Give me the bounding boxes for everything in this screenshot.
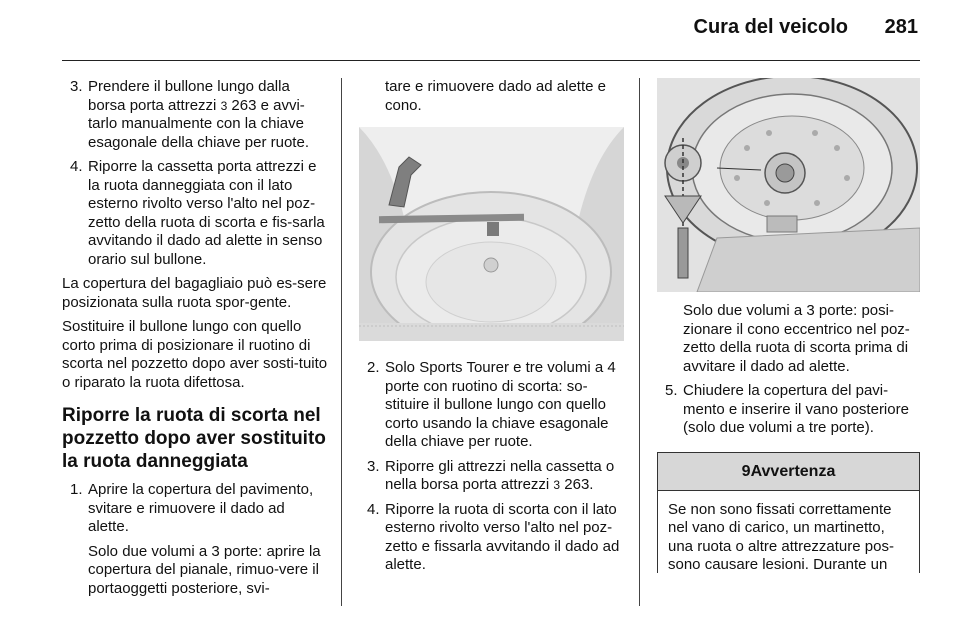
list-item: 5. Chiudere la copertura del pavi-mento e inserire il vano posteriore (solo due volumi a tre porte). xyxy=(665,382,909,436)
steps-list-a xyxy=(62,78,328,269)
spare-wheel-cone-illustration xyxy=(657,78,920,292)
page-header xyxy=(0,0,960,60)
steps-list-b xyxy=(62,481,328,537)
column-2 xyxy=(359,78,624,581)
column-3 xyxy=(657,78,920,573)
wheel-and-cone-drawing xyxy=(657,78,920,292)
list-item: 1. Aprire la copertura del pavimento, svitare e rimuovere il dado ad alette. xyxy=(70,481,314,535)
indented-paragraph: Solo due volumi a 3 porte: posi-zionare il cono eccentrico nel poz-zetto della ruota di scorta prima di avvitare il dado ad alette. xyxy=(683,302,910,375)
list-item: 3. Prendere il bullone lungo dalla borsa porta attrezzi 3 263 e avvi-tarlo manualmente con la chiave esagonale della chiave per ruote. xyxy=(70,78,309,151)
page-ref-icon: 3 xyxy=(553,478,561,492)
list-item: 4. Riporre la cassetta porta attrezzi e la ruota danneggiata con il lato esterno rivolto verso l'alto nel poz-zetto della ruota di scorta e fis-sarla avvitando il dado ad alette in senso orario sul bullone. xyxy=(70,158,325,268)
list-item: 4. Riporre la ruota di scorta con il lato esterno rivolto verso l'alto nel poz-zetto e fissarla avvitando il dado ad alette. xyxy=(367,500,620,573)
paragraph: Sostituire il bullone lungo con quello corto prima di posizionare il ruotino di scorta nel pozzetto dopo aver sosti-tuito o riparato la ruota difettosa. xyxy=(62,318,328,391)
steps-list-c xyxy=(359,359,624,575)
spare-wheel-well-drawing xyxy=(359,127,624,341)
warning-title: 9Avvertenza xyxy=(658,453,919,491)
warning-box xyxy=(657,452,920,573)
page-ref-icon: 3 xyxy=(220,98,228,113)
steps-list-d xyxy=(657,382,920,438)
column-divider-2 xyxy=(639,78,640,606)
spare-wheel-well-illustration xyxy=(359,127,624,341)
paragraph: La copertura del bagagliaio può es-sere posizionata sulla ruota spor-gente. xyxy=(62,275,327,311)
continued-text: tare e rimuovere dado ad alette e cono. xyxy=(385,78,606,114)
page-number: 281 xyxy=(884,16,918,38)
warning-icon: 9 xyxy=(741,462,751,480)
section-heading: Riporre la ruota di scorta nel pozzetto dopo aver sostituito la ruota danneggiata xyxy=(62,405,326,472)
indented-paragraph: Solo due volumi a 3 porte: aprire la copertura del pianale, rimuo-vere il portaoggetti posteriore, svi- xyxy=(88,542,321,597)
column-divider-1 xyxy=(341,78,342,606)
list-item: 2. Solo Sports Tourer e tre volumi a 4 porte con ruotino di scorta: so-stituire il bullone lungo con quello corto usando la chiave esagonale della chiave per ruote. xyxy=(367,359,616,450)
column-1 xyxy=(62,78,328,604)
section-title: Cura del veicolo xyxy=(693,16,848,38)
list-item: 3. Riporre gli attrezzi nella cassetta o nella borsa porta attrezzi 3 263. xyxy=(367,457,615,493)
warning-body: Se non sono fissati correttamente nel vano di carico, un martinetto, una ruota o altre attrezzature pos-sono causare lesioni. Durante un xyxy=(668,500,894,573)
header-rule xyxy=(62,60,920,61)
